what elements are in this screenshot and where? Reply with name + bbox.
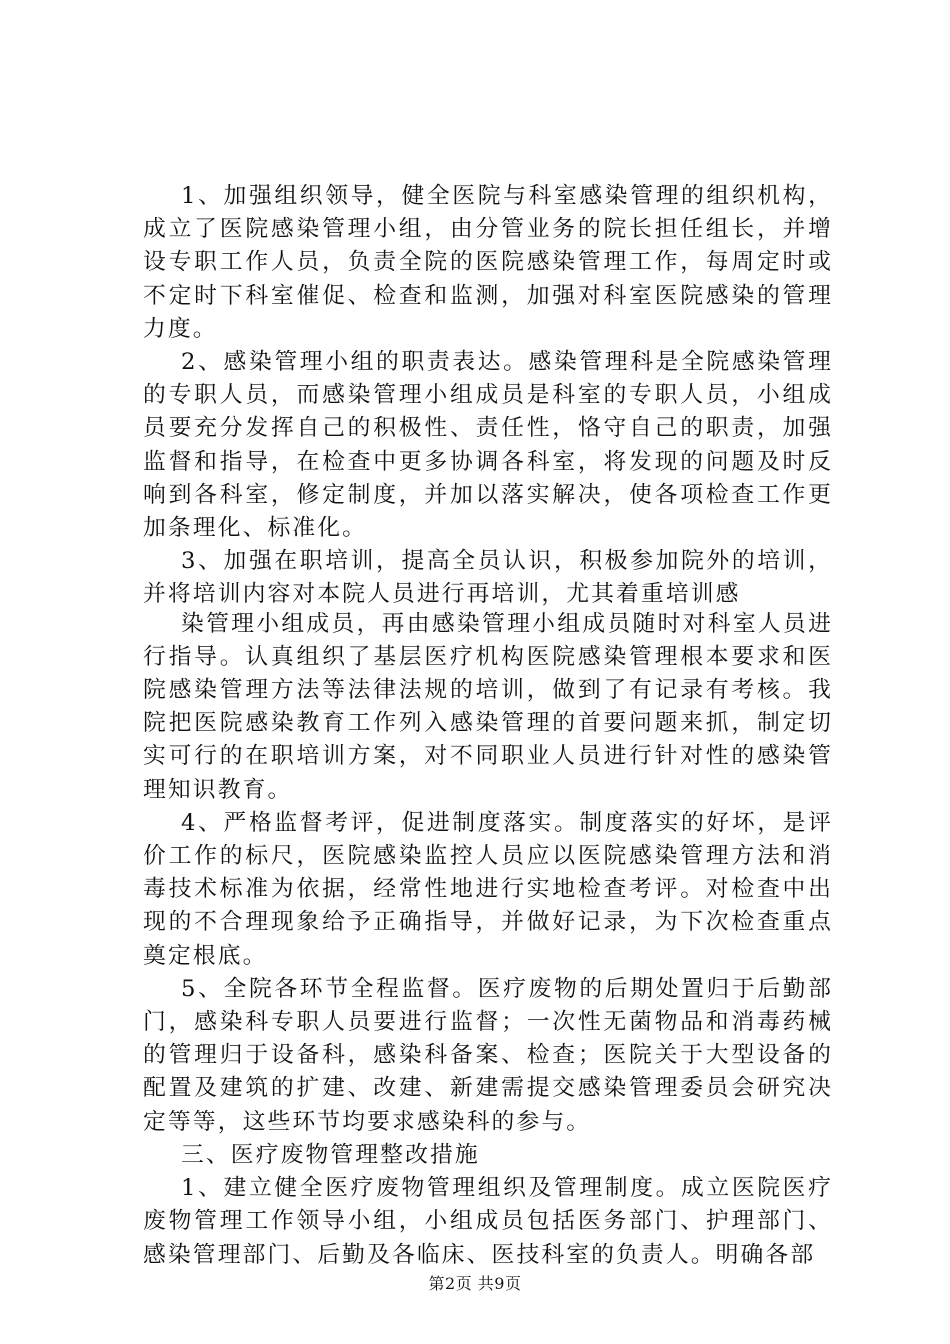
- paragraph-3-continued: 染管理小组成员，再由感染管理小组成员随时对科室人员进行指导。认真组织了基层医疗机构医院感染管理根本要求和医院感染管理方法等法律法规的培训，做到了有记录有考核。我院把医院感染教育工作列入感染管理的首要问题来抓，制定切实可行的在职培训方案，对不同职业人员进行针对性的感染管理知识教育。: [143, 610, 833, 803]
- section-heading: 三、医疗废物管理整改措施: [181, 1141, 480, 1168]
- paragraph-1: 1、加强组织领导，健全医院与科室感染管理的组织机构，成立了医院感染管理小组，由分管业务的院长担任组长，并增设专职工作人员，负责全院的医院感染管理工作，每周定时或不定时下科室催促、检查和监测，加强对科室医院感染的管理力度。: [143, 183, 833, 342]
- paragraph-3: 3、加强在职培训，提高全员认识，积极参加院外的培训，并将培训内容对本院人员进行再培训，尤其着重培训感: [143, 548, 833, 608]
- document-body: [143, 180, 833, 1272]
- paragraph-5: 5、全院各环节全程监督。医疗废物的后期处置归于后勤部门，感染科专职人员要进行监督；一次性无菌物品和消毒药械的管理归于设备科，感染科备案、检查；医院关于大型设备的配置及建筑的扩建、改建、新建需提交感染管理委员会研究决定等等，这些环节均要求感染科的参与。: [143, 975, 833, 1135]
- page-footer: 第2页 共9页: [428, 1274, 522, 1293]
- paragraph-6: 1、建立健全医疗废物管理组织及管理制度。成立医院医疗废物管理工作领导小组，小组成员包括医务部门、护理部门、感染管理部门、后勤及各临床、医技科室的负责人。明确各部: [143, 1175, 833, 1268]
- paragraph-4: 4、严格监督考评，促进制度落实。制度落实的好坏，是评价工作的标尺，医院感染监控人员应以医院感染管理方法和消毒技术标准为依据，经常性地进行实地检查考评。对检查中出现的不合理现象给予正确指导，并做好记录，为下次检查重点奠定根底。: [143, 809, 833, 969]
- paragraph-2: 2、感染管理小组的职责表达。感染管理科是全院感染管理的专职人员，而感染管理小组成员是科室的专职人员，小组成员要充分发挥自己的积极性、责任性，恪守自己的职责，加强监督和指导，在检查中更多协调各科室，将发现的问题及时反响到各科室，修定制度，并加以落实解决，使各项检查工作更加条理化、标准化。: [143, 349, 833, 542]
